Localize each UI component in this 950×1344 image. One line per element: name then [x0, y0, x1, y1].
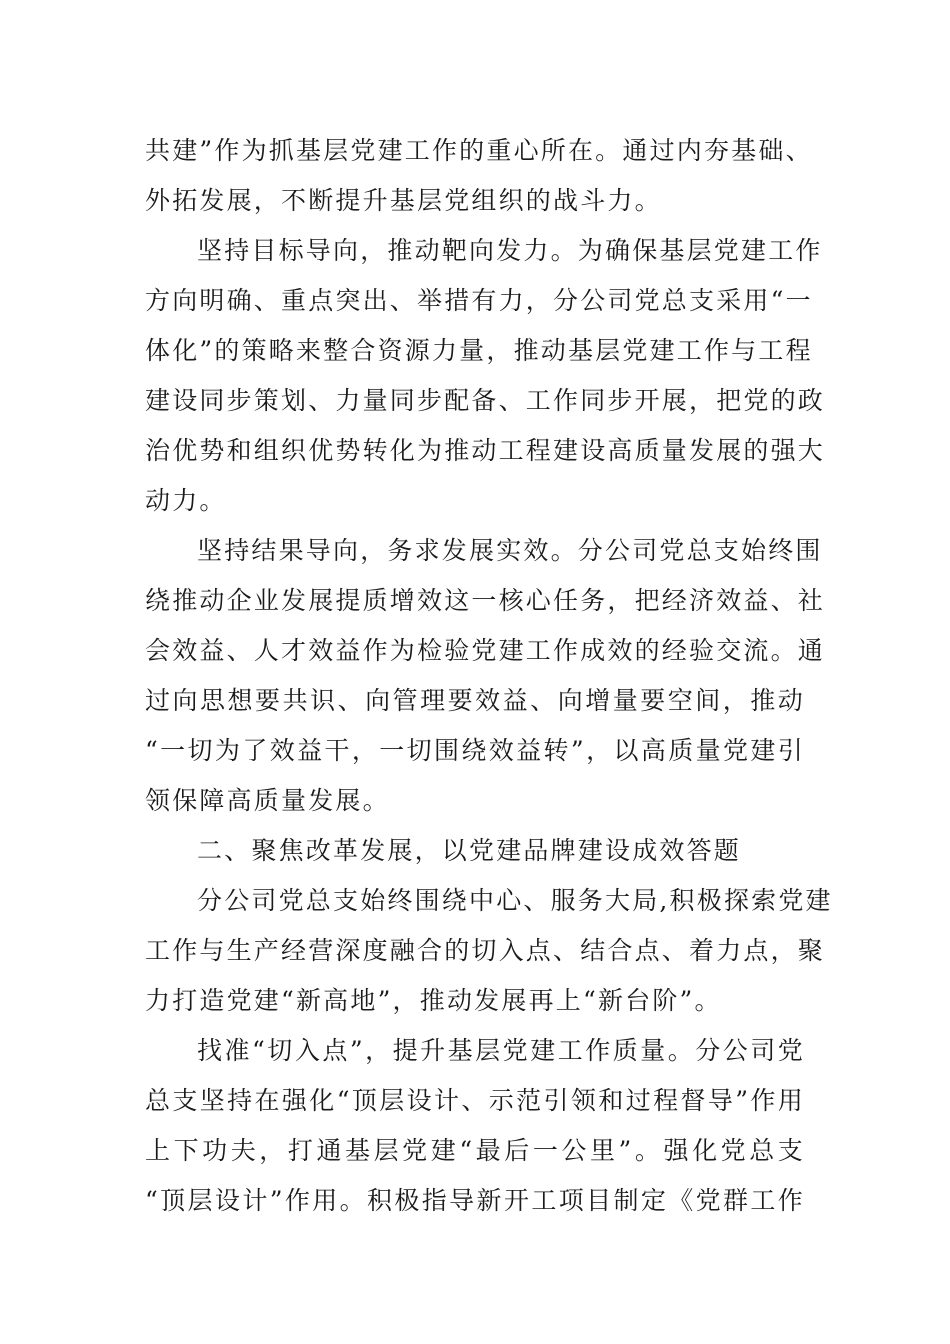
paragraph-line: 会效益、人才效益作为检验党建工作成效的经验交流。通 [145, 636, 826, 665]
paragraph-line: 共建”作为抓基层党建工作的重心所在。通过内夯基础、 [145, 136, 813, 165]
paragraph-line: 领保障高质量发展。 [145, 786, 390, 815]
paragraph-line: 体化”的策略来整合资源力量，推动基层党建工作与工程 [145, 336, 813, 365]
paragraph-line: 总支坚持在强化“顶层设计、示范引领和过程督导”作用 [145, 1086, 805, 1115]
paragraph-line: 动力。 [145, 486, 227, 515]
paragraph-line: 方向明确、重点突出、举措有力，分公司党总支采用“一 [145, 286, 813, 315]
paragraph-line: 坚持结果导向，务求发展实效。分公司党总支始终围 [197, 536, 823, 565]
paragraph-line: 治优势和组织优势转化为推动工程建设高质量发展的强大 [145, 436, 826, 465]
paragraph-line: “一切为了效益干，一切围绕效益转”，以高质量党建引 [145, 736, 805, 765]
section-heading: 二、聚焦改革发展，以党建品牌建设成效答题 [197, 836, 742, 865]
paragraph-line: 找准“切入点”，提升基层党建工作质量。分公司党 [197, 1036, 805, 1065]
document-body [145, 126, 833, 1226]
paragraph-line: 坚持目标导向，推动靶向发力。为确保基层党建工作 [197, 236, 823, 265]
paragraph-line: 力打造党建“新高地”，推动发展再上“新台阶”。 [145, 986, 722, 1015]
paragraph-line: 建设同步策划、力量同步配备、工作同步开展，把党的政 [145, 386, 826, 415]
paragraph-line: 外拓发展，不断提升基层党组织的战斗力。 [145, 186, 662, 215]
paragraph-line: 绕推动企业发展提质增效这一核心任务，把经济效益、社 [145, 586, 826, 615]
paragraph-line: 过向思想要共识、向管理要效益、向增量要空间，推动 [145, 686, 805, 715]
paragraph-line: 分公司党总支始终围绕中心、服务大局,积极探索党建 [197, 886, 833, 915]
paragraph-line: “顶层设计”作用。积极指导新开工项目制定《党群工作 [145, 1186, 805, 1215]
paragraph-line: 工作与生产经营深度融合的切入点、结合点、着力点，聚 [145, 936, 826, 965]
paragraph-line: 上下功夫，打通基层党建“最后一公里”。强化党总支 [145, 1136, 805, 1165]
